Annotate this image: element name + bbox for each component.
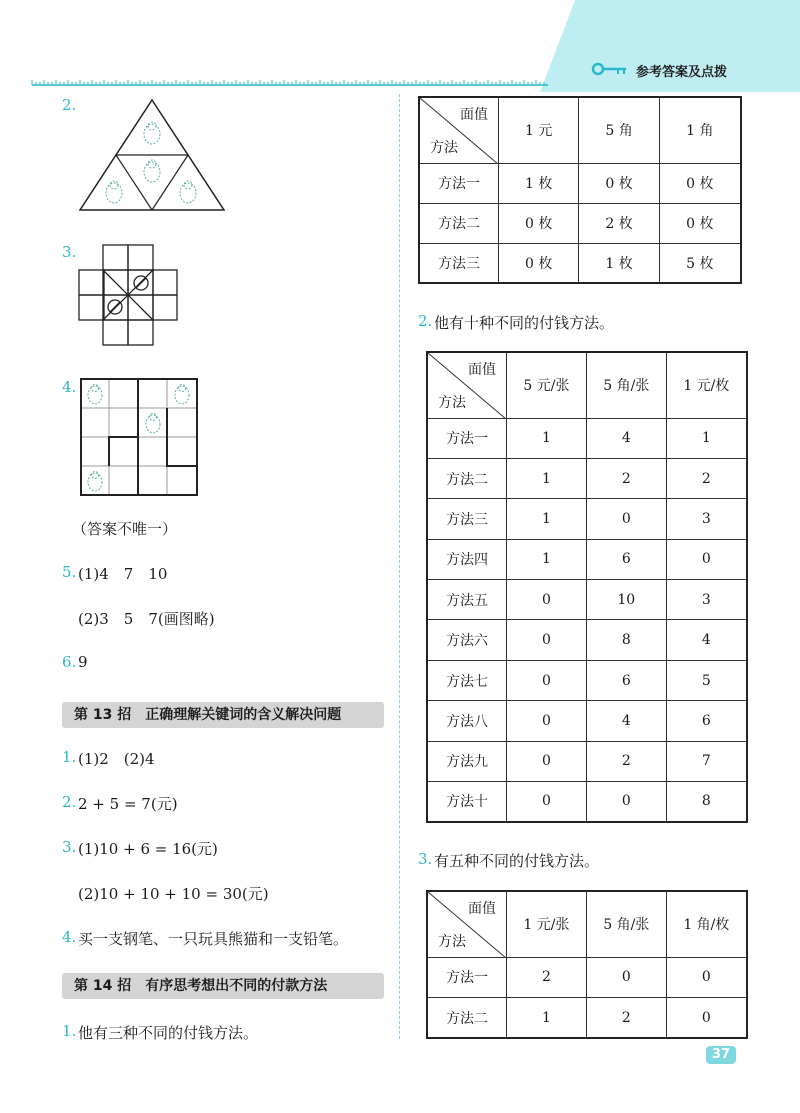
table-1-header: 1 元 <box>499 97 579 163</box>
table-cell: 0 <box>507 620 587 660</box>
table-1-header: 1 角 <box>659 97 741 163</box>
r-q3-number: 3. <box>418 850 433 868</box>
table-row <box>419 243 741 283</box>
table-cell: 4 <box>666 620 747 660</box>
table-row <box>427 957 747 998</box>
table-3-diag-top: 面值 <box>468 901 496 917</box>
table-cell: 3 <box>666 499 747 539</box>
s13-q4-answer: 买一支钢笔、一只玩具熊猫和一支铅笔。 <box>78 930 349 948</box>
table-cell: 1 枚 <box>499 163 579 203</box>
table-row <box>427 660 747 700</box>
r-q3-answer: 有五种不同的付钱方法。 <box>434 852 600 870</box>
table-cell: 1 <box>507 458 587 498</box>
table-1-diag-bottom: 方法 <box>430 139 458 156</box>
s14-q1-answer: 他有三种不同的付钱方法。 <box>78 1024 259 1042</box>
table-cell: 2 枚 <box>579 203 659 243</box>
column-divider <box>399 94 400 1039</box>
q4-note: （答案不唯一） <box>72 520 178 538</box>
table-cell: 方法六 <box>427 620 507 660</box>
table-cell: 8 <box>666 782 747 822</box>
table-cell: 2 <box>586 741 666 781</box>
table-row <box>427 580 747 620</box>
table-cell: 0 <box>666 998 747 1039</box>
table-cell: 0 枚 <box>659 203 741 243</box>
r-q2-number: 2. <box>418 312 433 330</box>
table-row <box>419 163 741 203</box>
table-cell: 6 <box>586 539 666 579</box>
table-cell: 7 <box>666 741 747 781</box>
s13-q4-number: 4. <box>62 928 77 946</box>
table-1 <box>418 96 742 284</box>
s13-q3-answer-1: (1)10 + 6 = 16(元) <box>78 840 218 858</box>
table-cell: 方法三 <box>427 499 507 539</box>
table-1-diag-top: 面值 <box>460 107 488 123</box>
table-cell: 0 <box>507 580 587 620</box>
table-cell: 方法一 <box>419 163 499 203</box>
table-row <box>427 499 747 539</box>
table-cell: 10 <box>586 580 666 620</box>
table-cell: 1 <box>507 998 587 1039</box>
table-2-diag-header <box>427 352 507 418</box>
table-cell: 方法三 <box>419 243 499 283</box>
table-cell: 方法一 <box>427 957 507 998</box>
table-cell: 0 枚 <box>659 163 741 203</box>
table-cell: 0 <box>666 957 747 998</box>
table-cell: 1 <box>666 418 747 458</box>
q5-line1: (1)4 7 10 <box>78 565 168 583</box>
s13-q3-answer-2: (2)10 + 10 + 10 = 30(元) <box>78 885 269 903</box>
s13-q2-answer: 2 + 5 = 7(元) <box>78 795 178 813</box>
grid-puzzle-figure <box>80 378 198 496</box>
q5-line2: (2)3 5 7(画图略) <box>78 610 215 628</box>
s14-q1-number: 1. <box>62 1022 77 1040</box>
table-cell: 方法七 <box>427 660 507 700</box>
cross-grid-figure <box>78 244 178 346</box>
header-decoration <box>0 0 800 95</box>
table-cell: 0 <box>666 539 747 579</box>
table-row <box>427 539 747 579</box>
triangle-figure <box>78 98 226 214</box>
table-2-diag-top: 面值 <box>468 362 496 378</box>
table-row <box>419 203 741 243</box>
table-cell: 0 <box>586 499 666 539</box>
table-3-header: 1 元/张 <box>507 891 587 957</box>
table-3-diag-bottom: 方法 <box>438 933 466 950</box>
table-1-diag-header <box>419 97 499 163</box>
r-q2-answer: 他有十种不同的付钱方法。 <box>434 314 615 332</box>
table-cell: 5 枚 <box>659 243 741 283</box>
table-cell: 0 枚 <box>579 163 659 203</box>
table-cell: 0 <box>507 701 587 741</box>
section-14-title: 第 14 招 有序思考想出不同的付款方法 <box>62 973 384 999</box>
table-3-header: 5 角/张 <box>586 891 666 957</box>
table-cell: 方法二 <box>427 458 507 498</box>
table-cell: 3 <box>666 580 747 620</box>
table-cell: 2 <box>586 998 666 1039</box>
section-13-title: 第 13 招 正确理解关键词的含义解决问题 <box>62 702 384 728</box>
table-row <box>427 998 747 1039</box>
table-cell: 6 <box>586 660 666 700</box>
table-cell: 0 <box>507 782 587 822</box>
table-2-header: 5 元/张 <box>507 352 587 418</box>
q2-number: 2. <box>62 96 77 114</box>
header-title: 参考答案及点拨 <box>636 65 728 80</box>
table-cell: 方法四 <box>427 539 507 579</box>
table-cell: 2 <box>507 957 587 998</box>
table-cell: 8 <box>586 620 666 660</box>
table-1-header: 5 角 <box>579 97 659 163</box>
table-cell: 1 <box>507 418 587 458</box>
table-cell: 0 <box>507 660 587 700</box>
table-row <box>427 701 747 741</box>
table-2-header: 1 元/枚 <box>666 352 747 418</box>
s13-q1-number: 1. <box>62 748 77 766</box>
table-cell: 方法八 <box>427 701 507 741</box>
table-cell: 4 <box>586 701 666 741</box>
q3-number: 3. <box>62 243 77 261</box>
table-cell: 4 <box>586 418 666 458</box>
table-cell: 方法九 <box>427 741 507 781</box>
table-cell: 6 <box>666 701 747 741</box>
table-row <box>427 620 747 660</box>
table-cell: 1 <box>507 499 587 539</box>
table-3-header: 1 角/枚 <box>666 891 747 957</box>
q5-number: 5. <box>62 563 77 581</box>
s13-q1-answer: (1)2 (2)4 <box>78 750 155 768</box>
table-cell: 0 枚 <box>499 243 579 283</box>
q6-answer: 9 <box>78 653 88 671</box>
table-cell: 2 <box>666 458 747 498</box>
table-row <box>427 458 747 498</box>
table-cell: 方法一 <box>427 418 507 458</box>
q4-number: 4. <box>62 378 77 396</box>
table-cell: 0 枚 <box>499 203 579 243</box>
table-row <box>427 782 747 822</box>
table-2-header: 5 角/张 <box>586 352 666 418</box>
table-cell: 方法十 <box>427 782 507 822</box>
table-3 <box>426 890 748 1039</box>
s13-q2-number: 2. <box>62 793 77 811</box>
table-cell: 方法二 <box>419 203 499 243</box>
table-cell: 2 <box>586 458 666 498</box>
table-row <box>427 741 747 781</box>
table-2-diag-bottom: 方法 <box>438 394 466 411</box>
s13-q3-number: 3. <box>62 838 77 856</box>
table-cell: 0 <box>507 741 587 781</box>
q6-number: 6. <box>62 653 77 671</box>
table-cell: 1 <box>507 539 587 579</box>
table-3-diag-header <box>427 891 507 957</box>
table-cell: 1 枚 <box>579 243 659 283</box>
table-cell: 方法五 <box>427 580 507 620</box>
table-2 <box>426 351 748 823</box>
table-row <box>427 418 747 458</box>
table-cell: 方法二 <box>427 998 507 1039</box>
table-cell: 0 <box>586 782 666 822</box>
page-number: 37 <box>706 1046 736 1064</box>
table-cell: 5 <box>666 660 747 700</box>
table-cell: 0 <box>586 957 666 998</box>
